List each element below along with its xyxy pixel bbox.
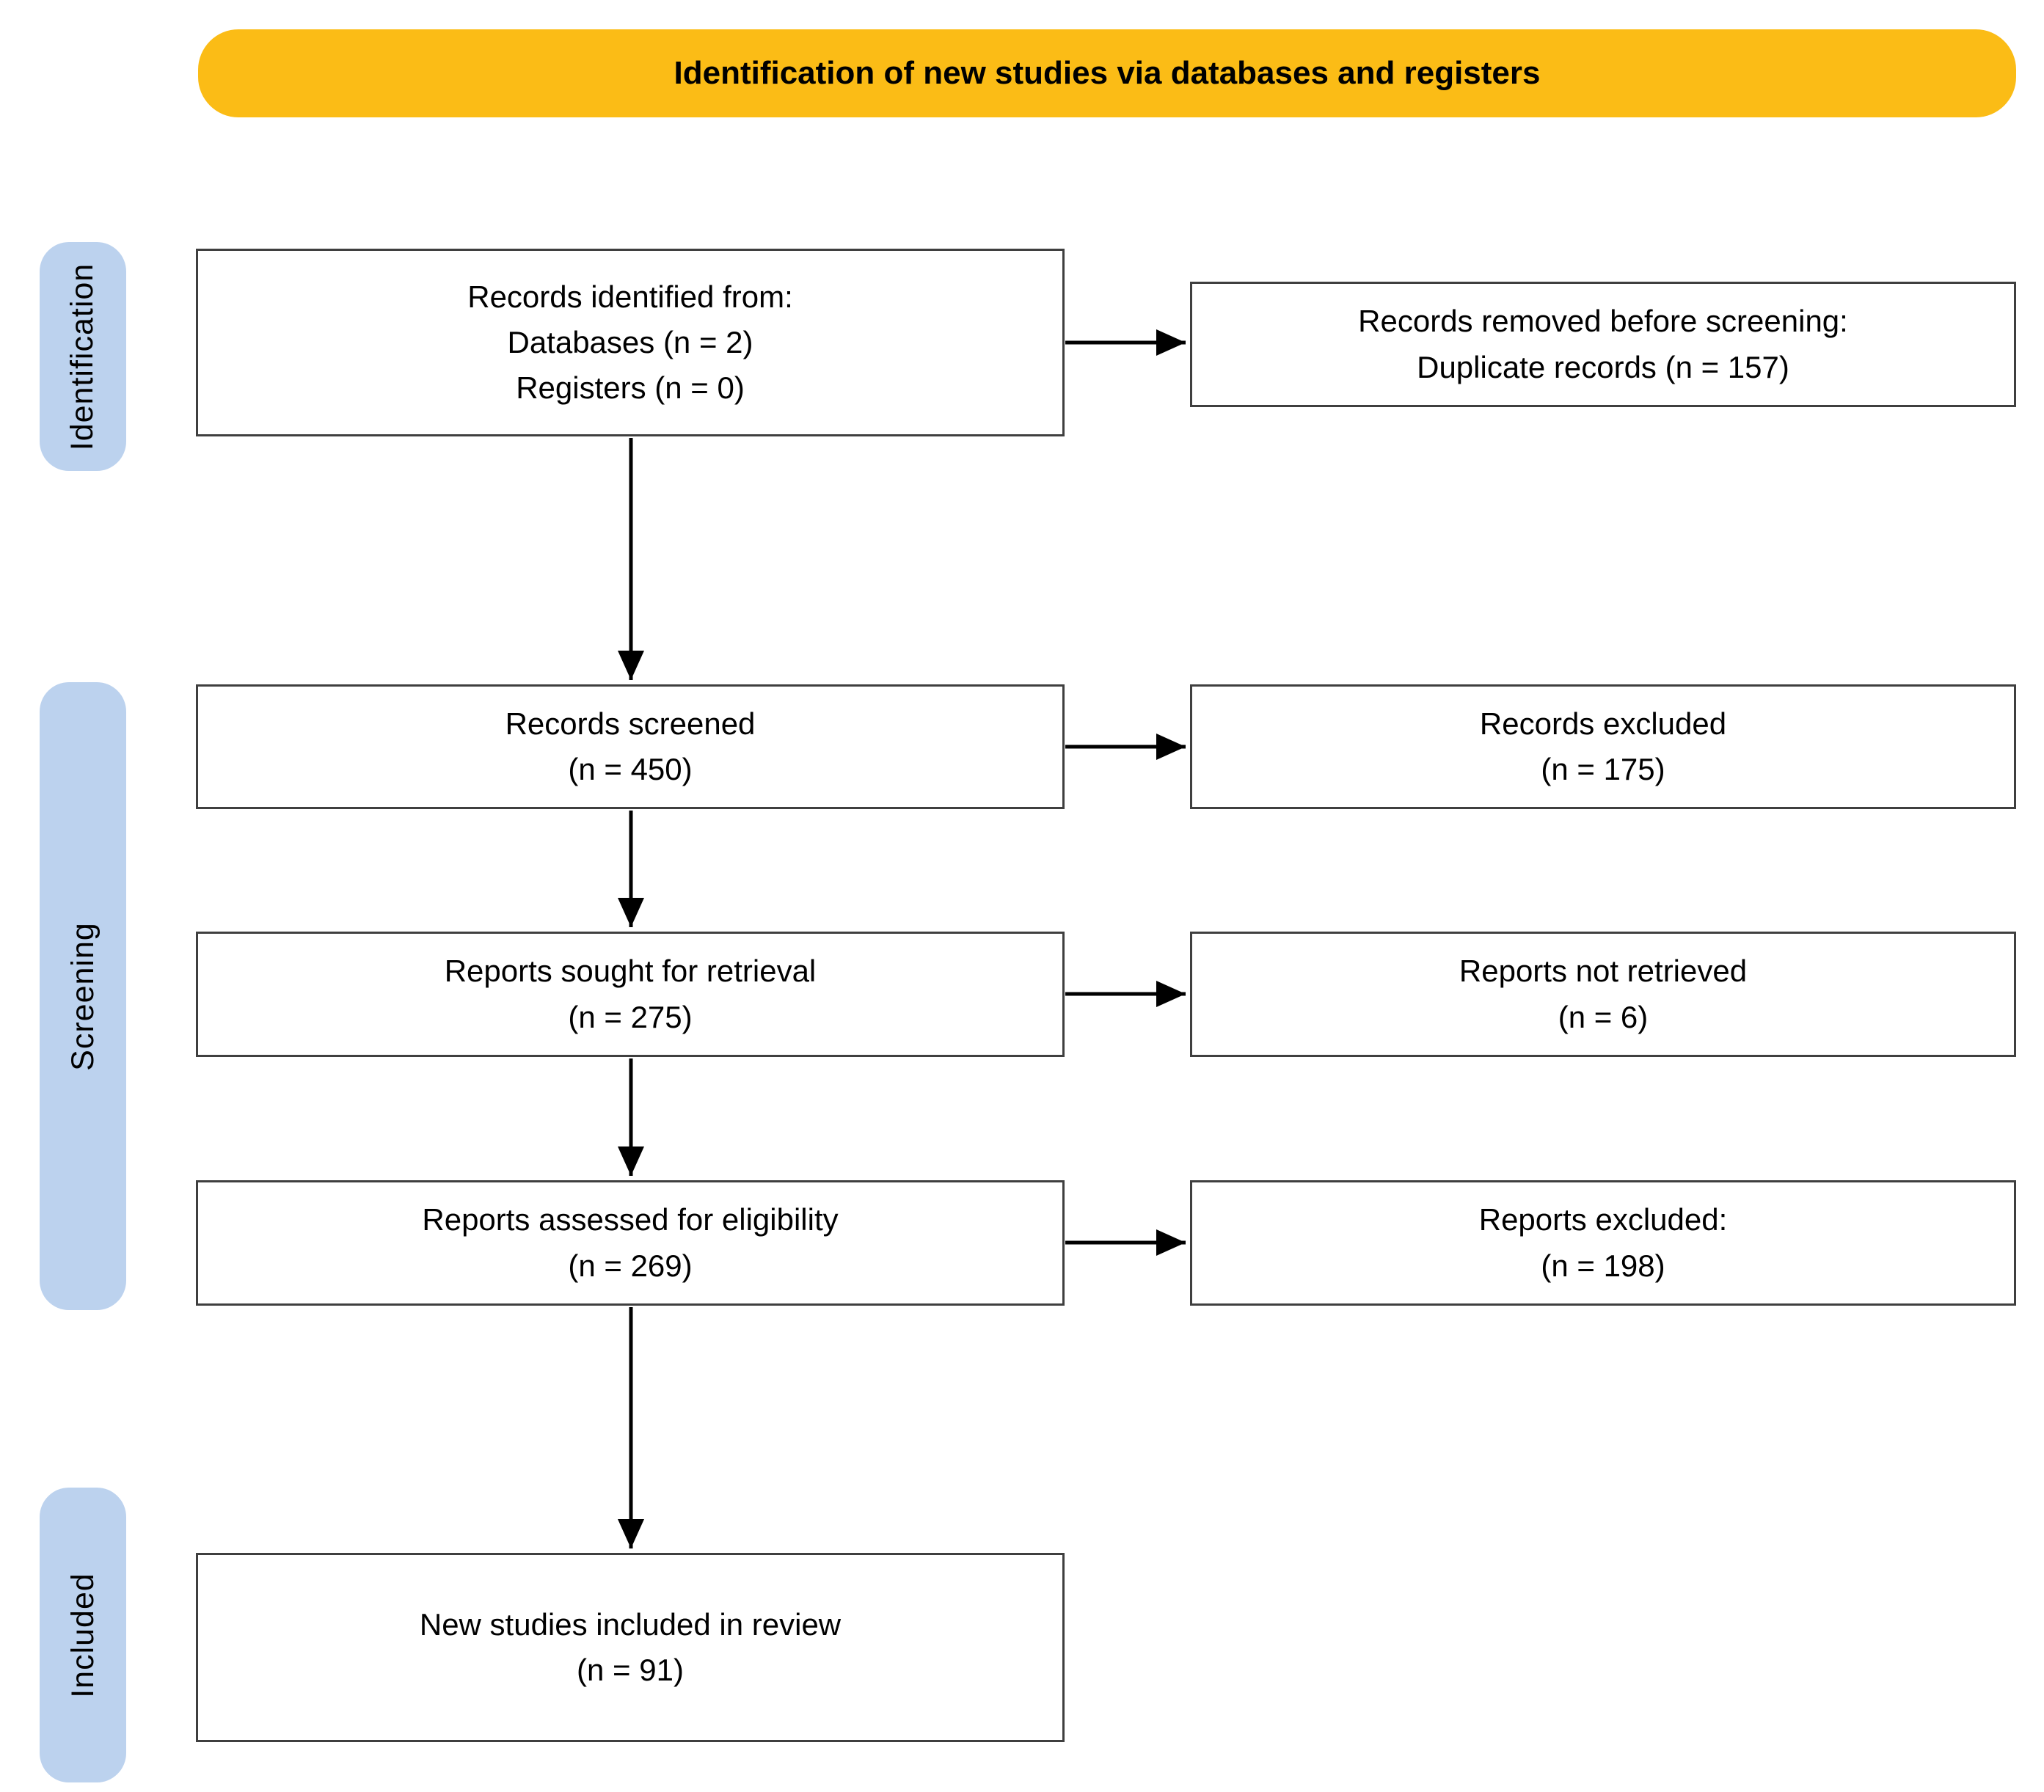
stage-identification [40,242,126,471]
box-text-line: Records excluded [1479,706,1727,741]
box-text-line: (n = 6) [1558,999,1649,1034]
box-reports-not-retrieved [1190,932,2016,1057]
box-text-line: New studies included in review [419,1606,842,1642]
stage-screening [40,682,126,1310]
title-banner-label: Identification of new studies via databases and registers [674,55,1541,91]
box-text-line: Records identified from: [467,279,793,314]
box-text-line: (n = 198) [1541,1248,1665,1283]
box-text-line: Reports sought for retrieval [444,954,817,989]
stage-included [40,1488,126,1782]
box-text-line: (n = 450) [568,752,693,786]
box-text-line: (n = 175) [1541,752,1665,786]
stage-included-label: Included [65,1572,101,1698]
box-text-line: (n = 91) [577,1653,684,1687]
box-records-removed [1190,282,2016,407]
box-text-line: Reports assessed for eligibility [422,1202,839,1237]
box-text-line: Reports not retrieved [1459,954,1748,989]
stage-screening-label: Screening [65,921,101,1071]
box-records-excluded [1190,684,2016,809]
box-records-screened [196,684,1065,809]
box-studies-included [196,1553,1065,1742]
box-text-line: (n = 275) [568,999,693,1034]
box-text-line: Duplicate records (n = 157) [1417,349,1789,384]
title-banner [198,29,2016,117]
box-reports-sought [196,932,1065,1057]
box-reports-excluded [1190,1180,2016,1306]
box-records-identified [196,249,1065,436]
box-text-line: Reports excluded: [1478,1202,1728,1237]
box-reports-assessed [196,1180,1065,1306]
box-text-line: Databases (n = 2) [507,324,753,359]
box-text-line: Records removed before screening: [1358,304,1848,339]
stage-identification-label: Identification [65,263,101,450]
box-text-line: (n = 269) [568,1248,693,1283]
box-text-line: Registers (n = 0) [516,370,745,406]
box-text-line: Records screened [505,706,756,741]
